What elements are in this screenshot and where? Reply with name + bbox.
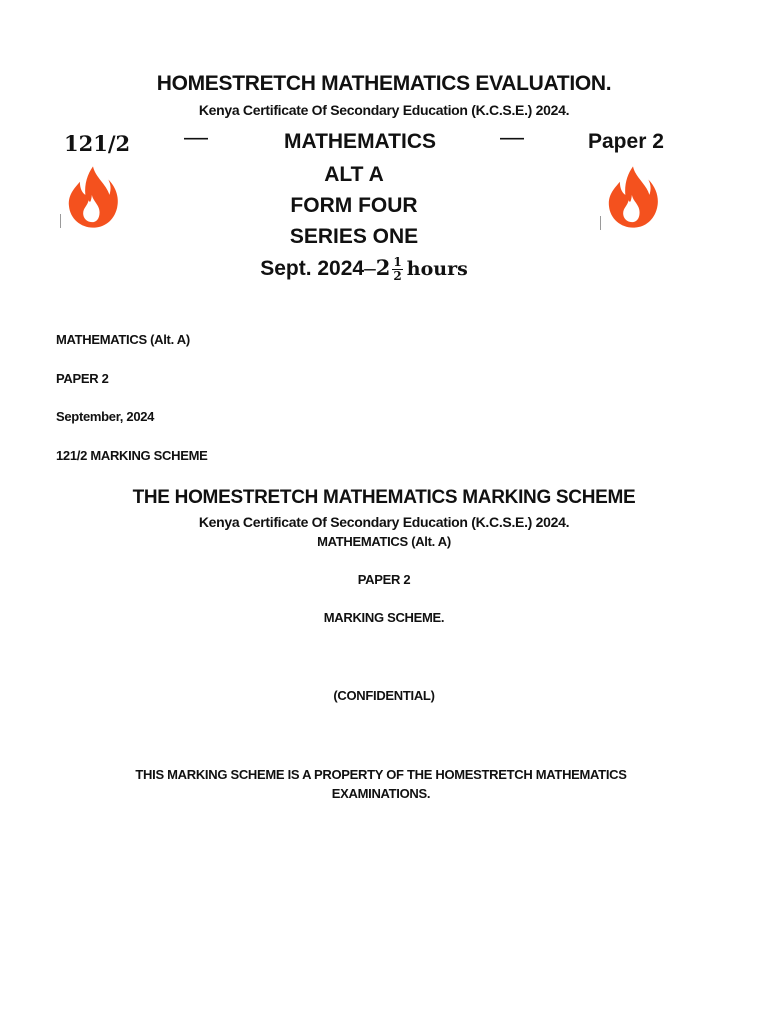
marking-scheme-subject: MATHEMATICS (Alt. A) [317,534,451,549]
marking-scheme-paper: PAPER 2 [357,572,411,587]
alt-label: ALT A [324,163,384,186]
fire-icon [598,162,668,232]
dash-separator-left: — [184,124,208,151]
info-marking-scheme: 121/2 MARKING SCHEME [56,448,208,463]
exam-date: Sept. 2024 [260,257,365,280]
duration-unit: hours [406,258,468,280]
paper-label: Paper 2 [588,130,664,153]
duration-whole: 2 [375,255,391,280]
marking-scheme-kcse: Kenya Certificate Of Secondary Education (K.C.S.E.) 2024. [198,514,570,530]
kcse-subtitle: Kenya Certificate Of Secondary Education (K.C.S.E.) 2024. [198,102,570,118]
property-notice: THIS MARKING SCHEME IS A PROPERTY OF THE HOMESTRETCH MATHEMATICS EXAMINATIONS. [135,767,627,801]
info-date: September, 2024 [56,409,155,424]
fraction-denominator: 2 [393,268,402,283]
series-label: SERIES ONE [289,225,419,248]
info-paper: PAPER 2 [56,371,109,386]
form-label: FORM FOUR [290,194,418,217]
marking-scheme-title: THE HOMESTRETCH MATHEMATICS MARKING SCHEME [132,487,636,508]
duration-dash: – [364,257,376,280]
confidential-label: (CONFIDENTIAL) [333,688,435,703]
duration-fraction [392,256,402,283]
dash-separator-right: — [500,124,524,151]
info-subject: MATHEMATICS (Alt. A) [56,332,190,347]
subject-heading: MATHEMATICS [283,130,437,153]
fire-icon [58,162,128,232]
page-title: HOMESTRETCH MATHEMATICS EVALUATION. [156,72,612,95]
exam-date-duration [0,255,728,283]
fraction-numerator: 1 [393,254,402,269]
marking-scheme-label: MARKING SCHEME. [323,610,445,625]
paper-code: 121/2 [64,131,131,156]
